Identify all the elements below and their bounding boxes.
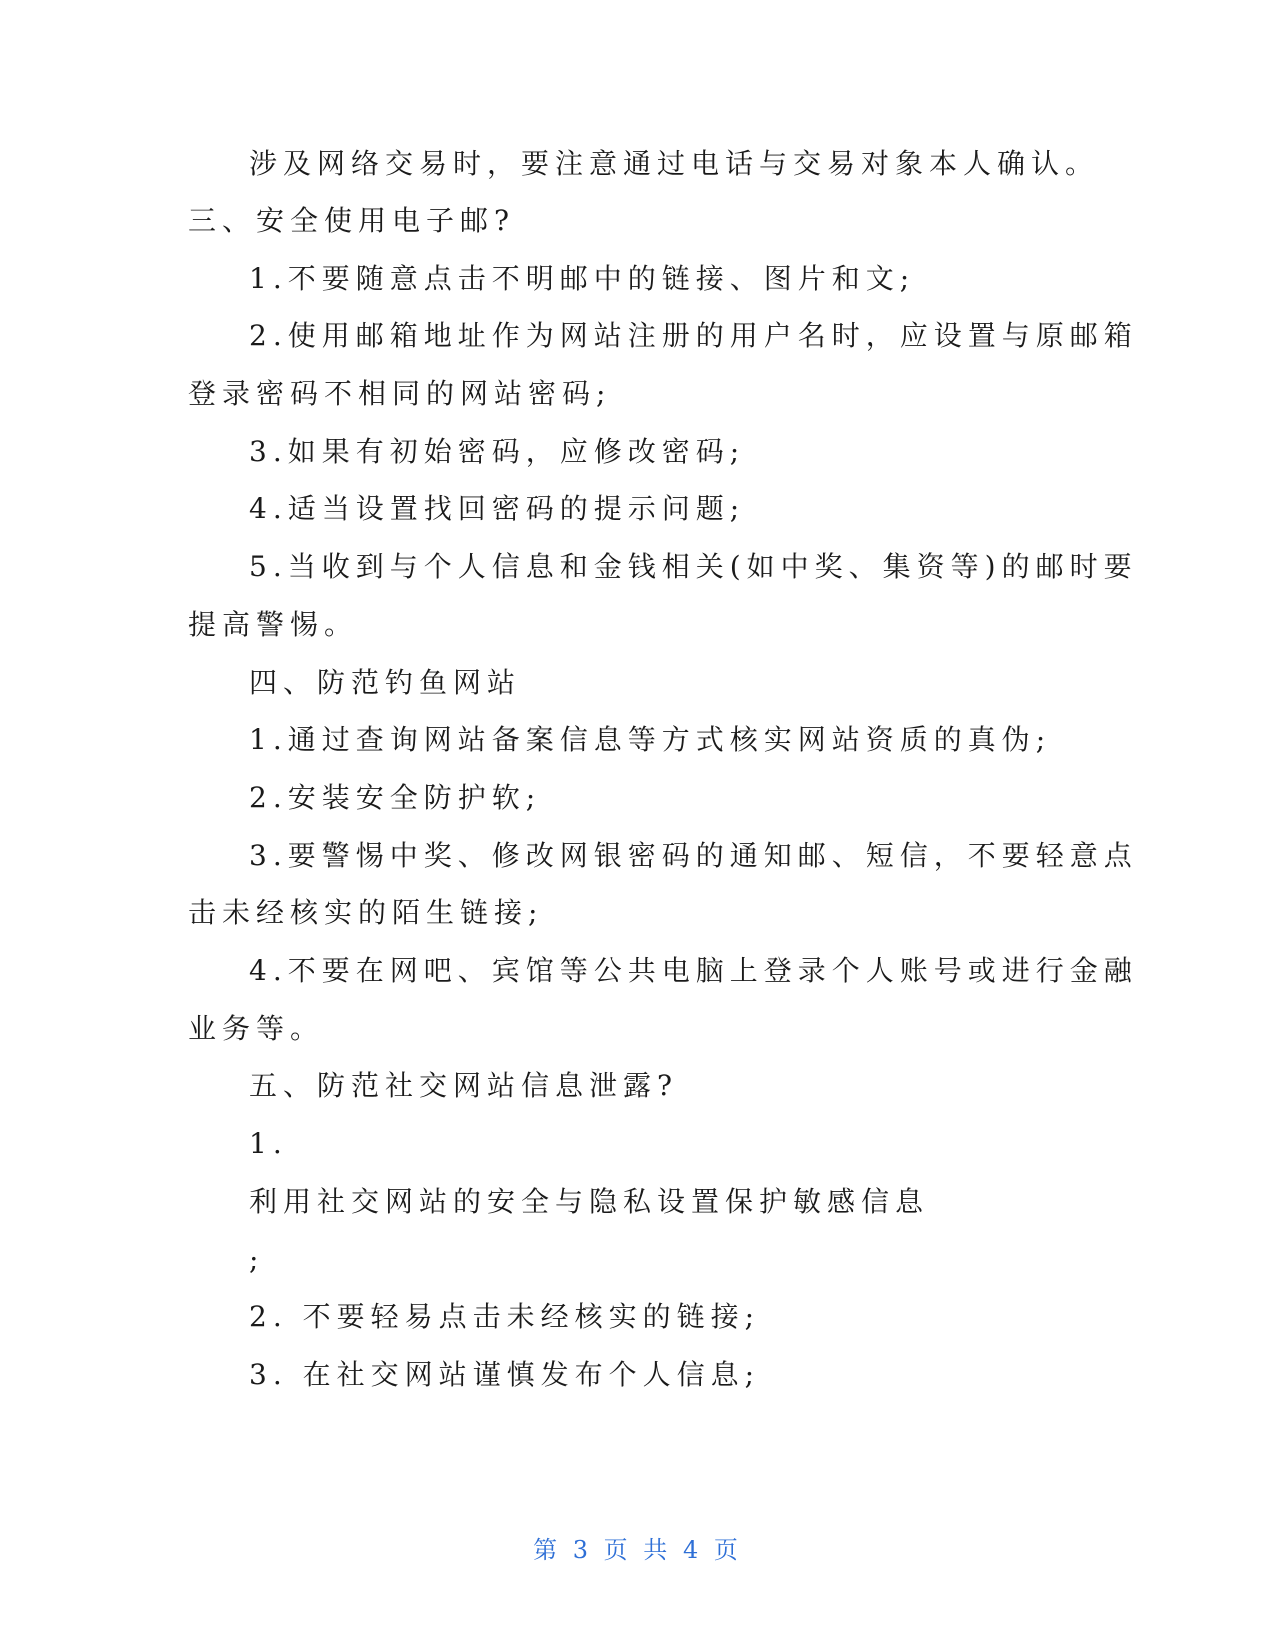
list-item: 5.当收到与个人信息和金钱相关(如中奖、集资等)的邮时要 [249, 550, 1138, 583]
list-item-continuation: 提高警惕。 [188, 608, 359, 641]
list-item: 2.使用邮箱地址作为网站注册的用户名时，应设置与原邮箱 [249, 319, 1138, 352]
page-footer [0, 1538, 1275, 1562]
list-item: 2. 不要轻易点击未经核实的链接; [249, 1300, 761, 1333]
paragraph-line: 涉及网络交易时，要注意通过电话与交易对象本人确认。 [249, 147, 1100, 180]
list-item: 1.通过查询网站备案信息等方式核实网站资质的真伪; [249, 723, 1052, 756]
section-heading: 四、防范钓鱼网站 [249, 666, 522, 699]
section-heading: 三、安全使用电子邮? [188, 204, 516, 237]
list-item: 4.不要在网吧、宾馆等公共电脑上登录个人账号或进行金融 [249, 954, 1138, 987]
list-item-continuation: 登录密码不相同的网站密码; [188, 377, 612, 410]
list-item-punctuation: ; [249, 1243, 265, 1276]
section-heading: 五、防范社交网站信息泄露? [249, 1069, 679, 1102]
list-item-number: 1. [249, 1127, 288, 1160]
list-item: 3.如果有初始密码，应修改密码; [249, 435, 746, 468]
list-item: 利用社交网站的安全与隐私设置保护敏感信息 [249, 1185, 930, 1218]
list-item: 1.不要随意点击不明邮中的链接、图片和文; [249, 262, 916, 295]
list-item: 3.要警惕中奖、修改网银密码的通知邮、短信，不要轻意点 [249, 839, 1138, 872]
page-number-label: 第 3 页 共 4 页 [533, 1536, 742, 1564]
list-item: 4.适当设置找回密码的提示问题; [249, 492, 746, 525]
list-item: 3. 在社交网站谨慎发布个人信息; [249, 1358, 761, 1391]
list-item-continuation: 击未经核实的陌生链接; [188, 896, 544, 929]
list-item-continuation: 业务等。 [188, 1012, 325, 1045]
list-item: 2.安装安全防护软; [249, 781, 542, 814]
